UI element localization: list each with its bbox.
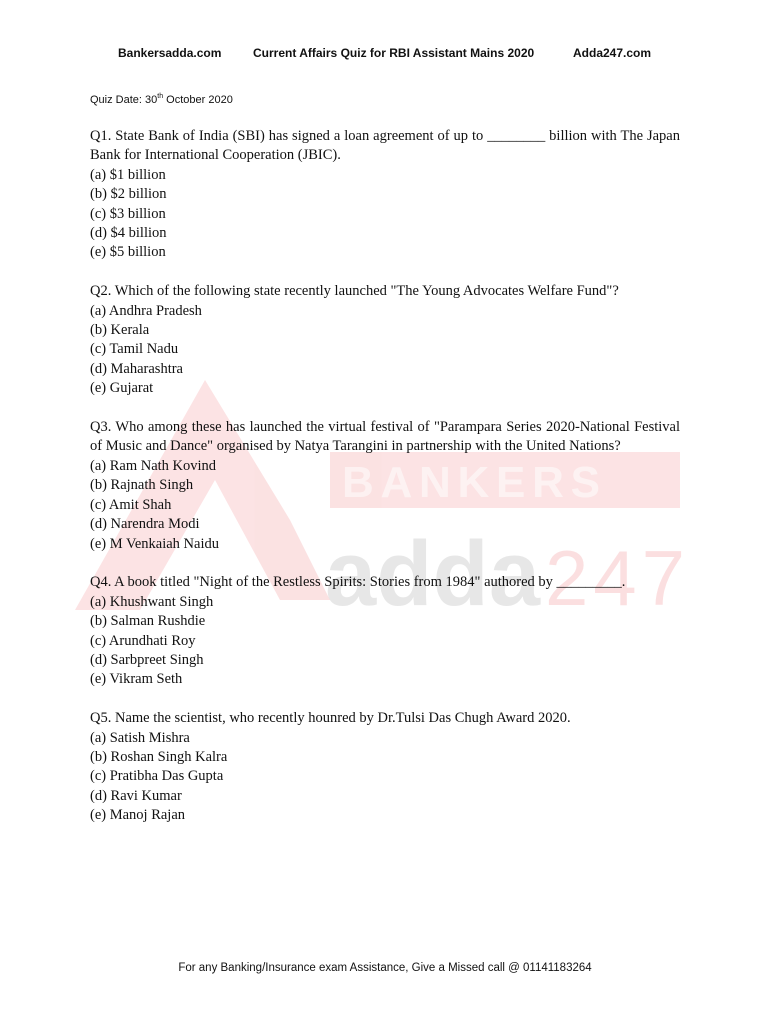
option-c: (c) Tamil Nadu: [90, 341, 179, 358]
question-text: Q5. Name the scientist, who recently hounred by Dr.Tulsi Das Chugh Award 2020.: [90, 710, 571, 727]
option-c: (c) $3 billion: [90, 205, 166, 222]
question-text: Q4. A book titled "Night of the Restless Spirits: Stories from 1984" authored by _________.: [90, 574, 626, 591]
option-b: (b) Roshan Singh Kalra: [90, 748, 228, 765]
page-footer: For any Banking/Insurance exam Assistance, Give a Missed call @ 01141183264: [178, 962, 592, 974]
question-block: [90, 573, 680, 689]
option-e: (e) Vikram Seth: [90, 671, 183, 688]
option-e: (e) M Venkaiah Naidu: [90, 535, 219, 552]
question-text: Q3. Who among these has launched the virtual festival of "Parampara Series 2020-National Festival of Music and Dance" organised by Natya Tarangini in partnership with the United Nations?: [90, 419, 680, 455]
option-c: (c) Amit Shah: [90, 496, 172, 513]
option-b: (b) Rajnath Singh: [90, 477, 194, 494]
watermark-brand-number: 247: [545, 534, 685, 622]
option-d: (d) Narendra Modi: [90, 516, 200, 533]
question-block: [90, 127, 680, 263]
question-text: Q1. State Bank of India (SBI) has signed a loan agreement of up to ________ billion with The Japan Bank for International Cooperation (JBIC).: [90, 128, 680, 164]
watermark-banner-text: BANKERS: [342, 458, 600, 507]
option-c: (c) Pratibha Das Gupta: [90, 768, 224, 785]
option-e: (e) Manoj Rajan: [90, 807, 186, 824]
option-b: (b) Kerala: [90, 322, 150, 339]
option-e: (e) $5 billion: [90, 244, 166, 261]
quiz-date: [90, 93, 233, 106]
option-d: (d) Sarbpreet Singh: [90, 651, 204, 668]
question-block: [90, 709, 680, 825]
option-c: (c) Arundhati Roy: [90, 632, 196, 649]
option-a: (a) Andhra Pradesh: [90, 302, 202, 319]
page-header: [0, 46, 770, 66]
header-title: Current Affairs Quiz for RBI Assistant Mains 2020: [253, 46, 535, 60]
option-d: (d) Maharashtra: [90, 360, 183, 377]
quiz-content: [90, 127, 680, 845]
question-block: [90, 418, 680, 554]
option-e: (e) Gujarat: [90, 380, 154, 397]
option-b: (b) Salman Rushdie: [90, 613, 206, 630]
header-site-left: Bankersadda.com: [118, 46, 222, 60]
option-a: (a) Khushwant Singh: [90, 593, 214, 610]
quiz-date-prefix: Quiz Date: 30: [90, 94, 158, 106]
watermark-brand-text: adda: [325, 523, 540, 625]
quiz-date-superscript: th: [157, 93, 164, 100]
option-a: (a) $1 billion: [90, 166, 166, 183]
quiz-date-suffix: October 2020: [163, 94, 233, 106]
option-d: (d) $4 billion: [90, 225, 167, 242]
question-block: [90, 282, 680, 398]
option-d: (d) Ravi Kumar: [90, 787, 182, 804]
option-a: (a) Ram Nath Kovind: [90, 457, 217, 474]
option-a: (a) Satish Mishra: [90, 729, 190, 746]
question-text: Q2. Which of the following state recently launched "The Young Advocates Welfare Fund"?: [90, 283, 619, 300]
header-site-right: Adda247.com: [573, 46, 652, 60]
option-b: (b) $2 billion: [90, 186, 167, 203]
